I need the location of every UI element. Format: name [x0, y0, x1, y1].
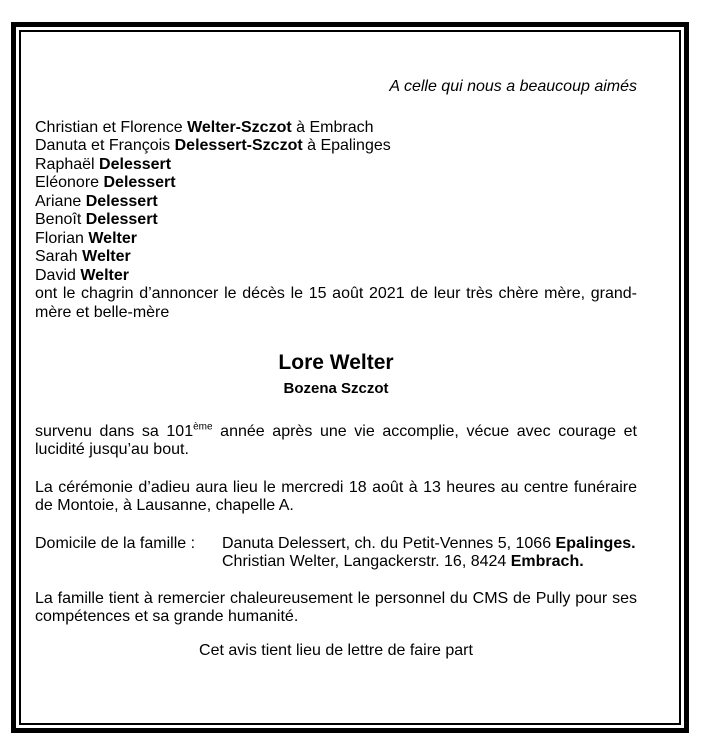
age-text-before: survenu dans sa 101: [35, 422, 194, 440]
address-line: [222, 535, 637, 554]
address-text: Danuta Delessert, ch. du Petit-Vennes 5, 1066: [222, 534, 556, 552]
family-member-surname: Welter: [80, 266, 129, 284]
family-member: [35, 156, 637, 175]
family-member-surname: Delessert: [85, 211, 158, 228]
address-line: [222, 553, 637, 572]
family-member: [35, 137, 637, 156]
family-member-given: Raphaël: [35, 155, 100, 173]
family-member-given: Christian et Florence: [35, 118, 188, 136]
family-member-place: à Embrach: [291, 118, 374, 136]
thanks-paragraph: La famille tient à remercier chaleureusement le personnel du CMS de Pully pour ses compétences et sa grande humanité.: [35, 589, 637, 625]
family-member-surname: Delessert: [99, 155, 172, 173]
family-member: [35, 230, 637, 249]
age-text-after: année après une vie accomplie, vécue avec courage et lucidité jusqu’au bout.: [35, 422, 637, 458]
notice-outer-border: [11, 22, 689, 733]
domicile-label: Domicile de la famille :: [35, 534, 196, 552]
family-member-surname: Delessert-Szczot: [174, 137, 303, 154]
family-member-surname: Welter-Szczot: [187, 118, 292, 136]
family-member-given: Ariane: [35, 192, 86, 210]
family-member-given: Benoît: [35, 211, 86, 228]
family-member-surname: Welter: [88, 229, 137, 247]
family-member: [35, 248, 637, 267]
family-member-given: Sarah: [35, 248, 83, 265]
announcement-text: ont le chagrin d’annoncer le décès le 15 août 2021 de leur très chère mère, grand-mère et belle-mère: [35, 285, 637, 321]
family-member-surname: Delessert: [103, 174, 176, 191]
family-member-given: Eléonore: [35, 174, 104, 191]
age-ordinal-superscript: ème: [193, 421, 213, 433]
family-member-place: à Epalinges: [302, 137, 391, 154]
family-member: [35, 119, 637, 138]
family-member-surname: Delessert: [85, 192, 158, 210]
notice-inner-border: [19, 30, 681, 725]
deceased-name: Lore Welter: [278, 351, 394, 374]
family-member: [35, 211, 637, 230]
domicile-section: [35, 535, 637, 572]
family-member: [35, 174, 637, 193]
family-member: [35, 267, 637, 286]
deceased-maiden-name: Bozena Szczot: [283, 380, 389, 397]
family-member-given: David: [35, 266, 81, 284]
address-text: Christian Welter, Langackerstr. 16, 8424: [222, 553, 511, 570]
family-list: [35, 119, 637, 286]
address-locality: Epalinges.: [555, 534, 636, 552]
family-member-given: Florian: [35, 229, 89, 247]
notice-content: [21, 32, 679, 660]
family-member: [35, 193, 637, 212]
age-paragraph: [35, 423, 637, 460]
address-list: [222, 535, 637, 572]
ceremony-paragraph: La cérémonie d’adieu aura lieu le mercredi 18 août à 13 heures au centre funéraire de Montoie, à Lausanne, chapelle A.: [35, 478, 637, 514]
family-member-given: Danuta et François: [35, 137, 175, 154]
dedication-line: A celle qui nous a beaucoup aimés: [389, 78, 637, 95]
address-locality: Embrach.: [510, 553, 584, 570]
family-member-surname: Welter: [82, 248, 131, 265]
closing-line: Cet avis tient lieu de lettre de faire part: [199, 641, 473, 659]
